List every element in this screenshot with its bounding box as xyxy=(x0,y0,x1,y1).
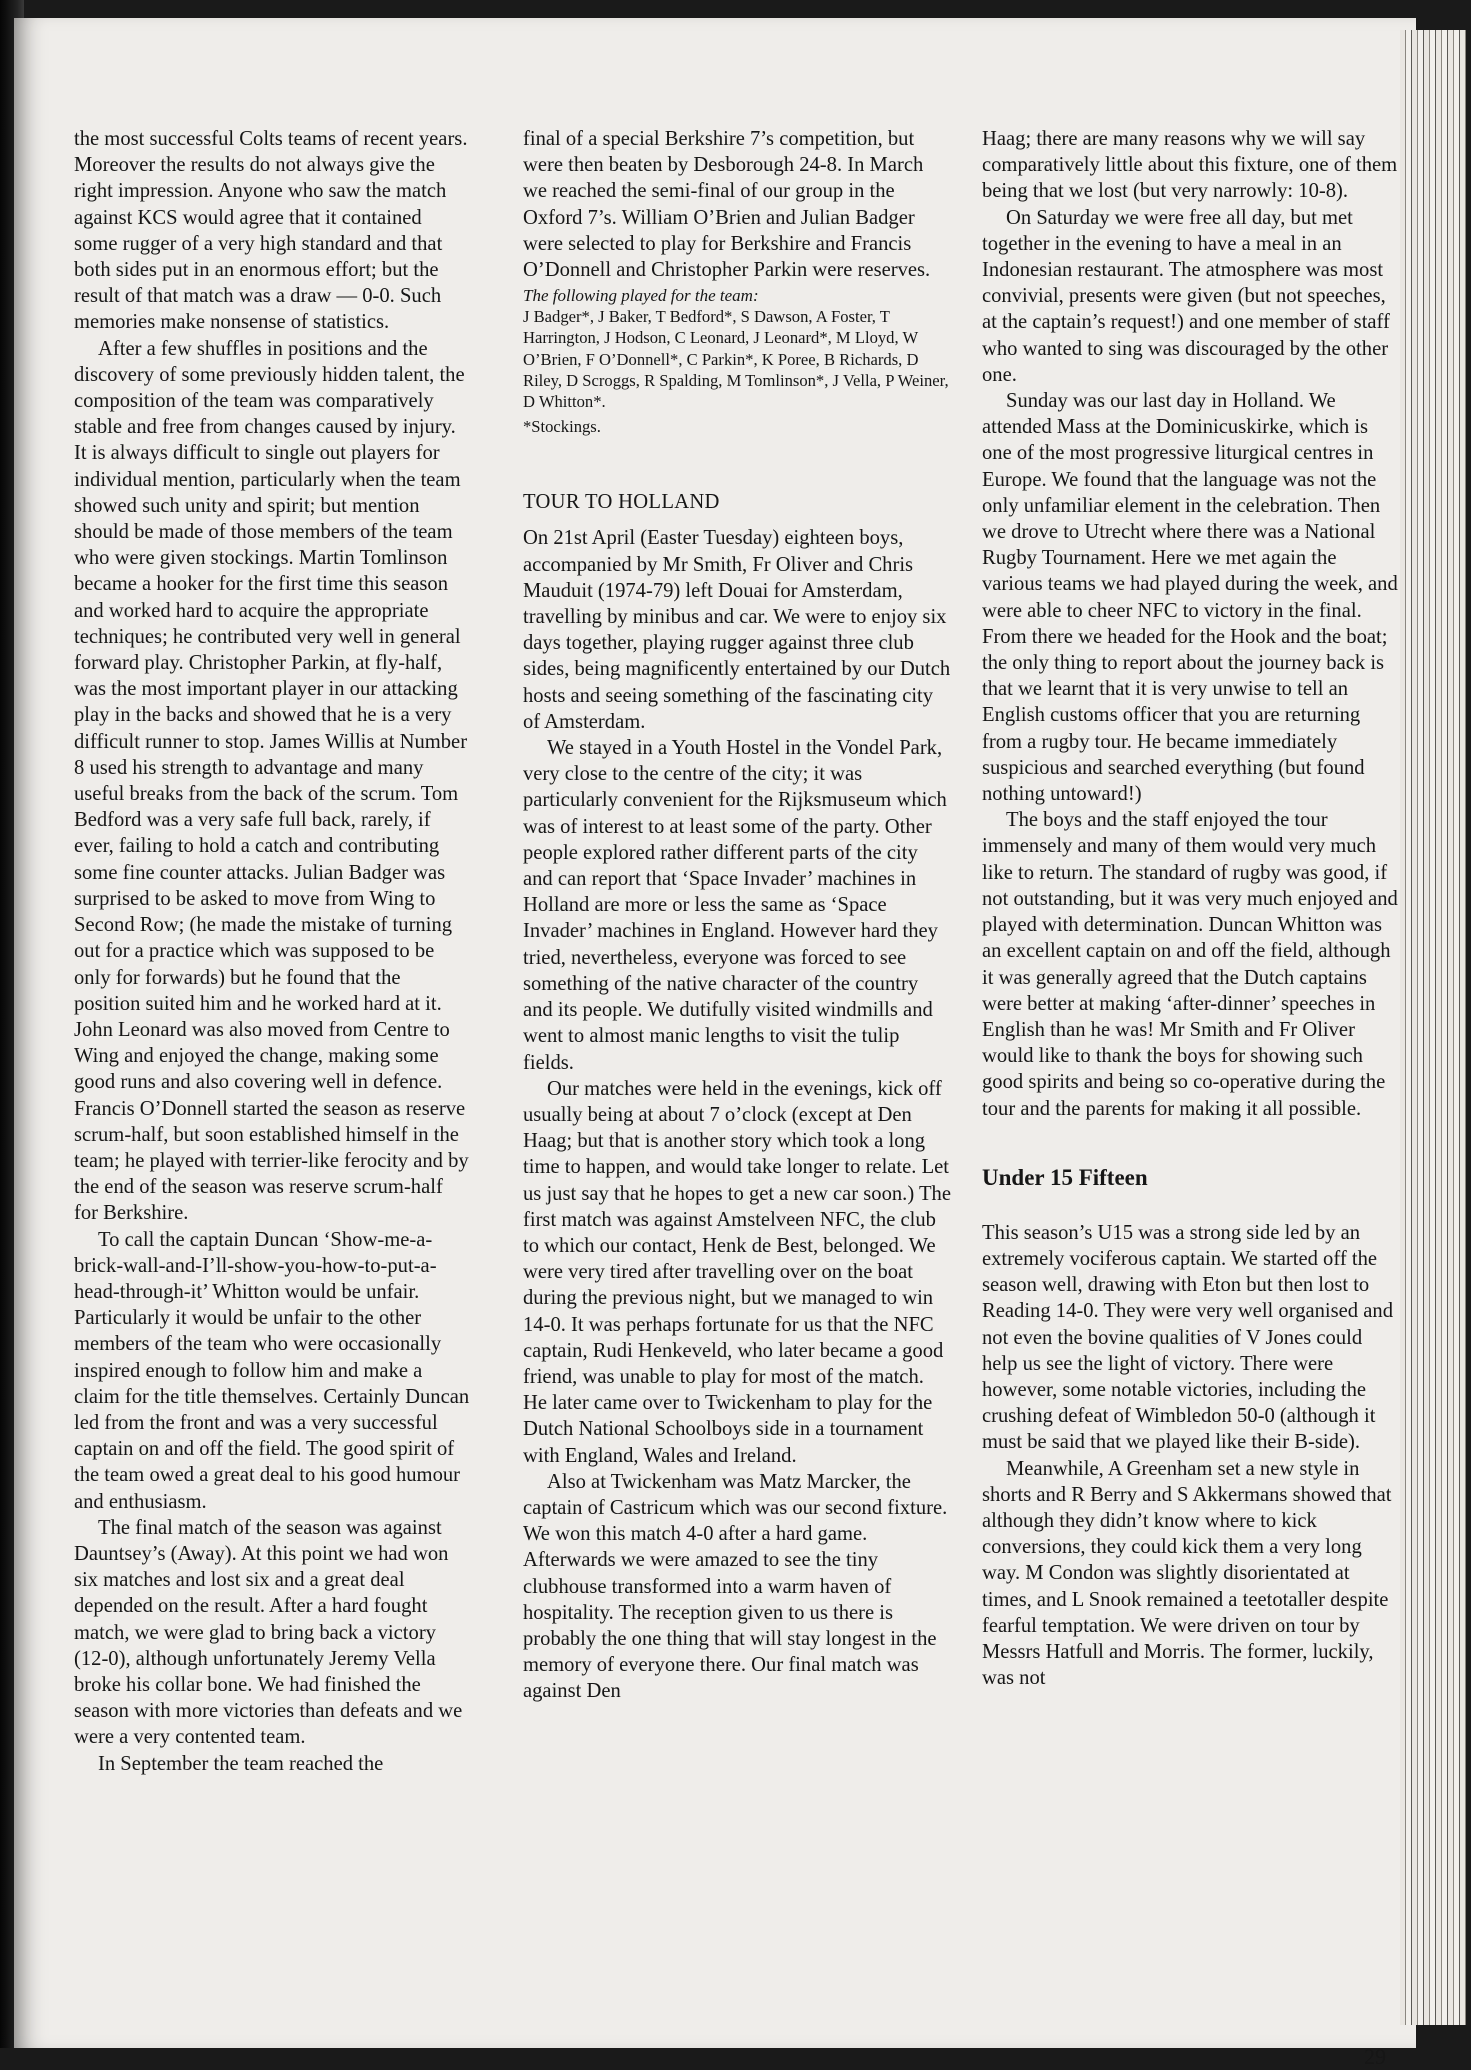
paragraph: On 21st April (Easter Tuesday) eighteen boys, accompanied by Mr Smith, Fr Oliver and Chris Mauduit (1974-79) left Douai for Amsterdam, travelling by minibus and car. We were to enjoy six days together, playing rugger against three club sides, being magnificently entertained by our Dutch hosts and seeing something of the fascinating city of Amsterdam. xyxy=(523,527,951,733)
paragraph: Also at Twickenham was Matz Marcker, the captain of Castricum which was our second fixture. We won this match 4-0 after a hard game. Afterwards we were amazed to see the tiny clubhouse transformed into a warm haven of hospitality. The reception given to us there is probably the one thing that will stay longest in the memory of everyone there. Our final match was against Den xyxy=(523,1470,948,1703)
column-2 xyxy=(523,126,951,1705)
section-title-tour-to-holland: TOUR TO HOLLAND xyxy=(523,491,720,514)
column-3 xyxy=(982,126,1398,1691)
paragraph: Our matches were held in the evenings, kick off usually being at about 7 o’clock (except at Den Haag; but that is another story which took a long time to happen, and would take longer to relate. Let us just say that he hopes to get a new car soon.) The first match was against Amstelveen NFC, the club to which our contact, Henk de Best, belonged. We were very tired after travelling over on the boat during the previous night, but we managed to win 14-0. It was perhaps fortunate for us that the NFC captain, Rudi Henkeveld, who later became a good friend, was unable to play for most of the match. He later came over to Twickenham to play for the Dutch National Schoolboys side in a tournament with England, Wales and Ireland. xyxy=(523,1077,951,1467)
paragraph: the most successful Colts teams of recent years. Moreover the results do not always give the right impression. Anyone who saw the match against KCS would agree that it contained some rugger of a very high standard and that both sides put in an enormous effort; but the result of that match was a draw — 0-0. Such memories make nonsense of statistics. xyxy=(74,128,468,334)
book-page xyxy=(14,18,1416,2069)
column-1 xyxy=(74,126,470,1777)
paragraph: In September the team reached the xyxy=(98,1752,384,1775)
page-stack-edge xyxy=(1400,30,1466,2025)
section-title-under-15-fifteen: Under 15 Fifteen xyxy=(982,1164,1148,1190)
stockings-note: *Stockings. xyxy=(523,417,601,437)
paragraph: The final match of the season was against Dauntsey’s (Away). At this point we had won six matches and lost six and a great deal depended on the result. After a hard fought match, we were glad to bring back a victory (12-0), although unfortunately Jeremy Vella broke his collar bone. We had finished the season with more victories than defeats and we were a very contented team. xyxy=(74,1516,463,1749)
paragraph: final of a special Berkshire 7’s competition, but were then beaten by Desborough 24-8. In March we reached the semi-final of our group in the Oxford 7’s. William O’Brien and Julian Badger were selected to play for Berkshire and Francis O’Donnell and Christopher Parkin were reserves. xyxy=(523,128,931,282)
paragraph: The boys and the staff enjoyed the tour immensely and many of them would very much like to return. The standard of rugby was good, if not outstanding, but it was very much enjoyed and played with determination. Duncan Whitton was an excellent captain on and off the field, although it was generally agreed that the Dutch captains were better at making ‘after-dinner’ speeches in English than he was! Mr Smith and Fr Oliver would like to thank the boys for showing such good spirits and being so co-operative during the tour and the parents for making it all possible. xyxy=(982,809,1398,1120)
paragraph: We stayed in a Youth Hostel in the Vondel Park, very close to the centre of the city; it was particularly convenient for the Rijksmuseum which was of interest to at least some of the party. Other people explored rather different parts of the city and can report that ‘Space Invader’ machines in Holland are more or less the same as ‘Space Invader’ machines in England. However hard they tried, nevertheless, everyone was forced to see something of the native character of the country and its people. We dutifully visited windmills and went to almost manic lengths to visit the tulip fields. xyxy=(523,737,947,1074)
paragraph: To call the captain Duncan ‘Show-me-a-brick-wall-and-I’ll-show-you-how-to-put-a-head-through-it’ Whitton would be unfair. Particularly it would be unfair to the other members of the team who were occasionally inspired enough to follow him and make a claim for the title themselves. Certainly Duncan led from the front and was a very successful captain on and off the field. The good spirit of the team owed a great deal to his good humour and enthusiasm. xyxy=(74,1228,470,1513)
paragraph: Sunday was our last day in Holland. We attended Mass at the Dominicuskirke, which is one of the most progressive liturgical centres in Europe. We found that the language was not the only unfamiliar element in the celebration. Then we drove to Utrecht where there was a National Rugby Tournament. Here we met again the various teams we had played during the week, and were able to cheer NFC to victory in the final. From there we headed for the Hook and the boat; the only thing to report about the journey back is that we learnt that it is very unwise to tell an English customs officer that you are returning from a rugby tour. He became immediately suspicious and searched everything (but found nothing untoward!) xyxy=(982,390,1398,806)
team-list-heading: The following played for the team: xyxy=(523,286,759,306)
paragraph: This season’s U15 was a strong side led by an extremely vociferous captain. We started off the season well, drawing with Eton but then lost to Reading 14-0. They were very well organised and not even the bovine qualities of V Jones could help us see the light of victory. There were however, some notable victories, including the crushing defeat of Wimbledon 50-0 (although it must be said that we played like their B-side). xyxy=(982,1221,1393,1454)
page-number: 29 xyxy=(1364,2044,1386,2069)
paragraph: Haag; there are many reasons why we will say comparatively little about this fixture, one of them being that we lost (but very narrowly: 10-8). xyxy=(982,128,1398,203)
paragraph: After a few shuffles in positions and the discovery of some previously hidden talent, the composition of the team was comparatively stable and free from changes caused by injury. It is always difficult to single out players for individual mention, particularly when the team showed such unity and spirit; but mention should be made of those members of the team who were given stockings. Martin Tomlinson became a hooker for the first time this season and worked hard to acquire the appropriate techniques; he contributed very well in general forward play. Christopher Parkin, at fly-half, was the most important player in our attacking play in the backs and showed that he is a very difficult runner to stop. James Willis at Number 8 used his strength to advantage and many useful breaks from the back of the scrum. Tom Bedford was a very safe full back, rarely, if ever, failing to hold a catch and contributing some fine counter attacks. Julian Badger was surprised to be asked to move from Wing to Second Row; (he made the mistake of turning out for a practice which was supposed to be only for forwards) but he found that the position suited him and he worked hard at it. John Leonard was also moved from Centre to Wing and enjoyed the change, making some good runs and also covering well in defence. Francis O’Donnell started the season as reserve scrum-half, but soon established himself in the team; he played with terrier-like ferocity and by the end of the season was reserve scrum-half for Berkshire. xyxy=(74,337,469,1225)
paragraph: On Saturday we were free all day, but met together in the evening to have a meal in an Indonesian restaurant. The atmosphere was most convivial, presents were given (but not speeches, at the captain’s request!) and one member of staff who wanted to sing was discouraged by the other one. xyxy=(982,206,1390,386)
team-list: J Badger*, J Baker, T Bedford*, S Dawson, A Foster, T Harrington, J Hodson, C Leonard, J Leonard*, M Lloyd, W O’Brien, F O’Donnell*, C Parkin*, K Poree, B Richards, D Riley, D Scroggs, R Spalding, M Tomlinson*, J Vella, P Weiner, D Whitton*. xyxy=(523,307,949,412)
paragraph: Meanwhile, A Greenham set a new style in shorts and R Berry and S Akkermans showed that although they didn’t know where to kick conversions, they could kick them a very long way. M Condon was slightly disorientated at times, and L Snook remained a teetotaller despite fearful temptation. We were driven on tour by Messrs Hatfull and Morris. The former, luckily, was not xyxy=(982,1457,1392,1690)
